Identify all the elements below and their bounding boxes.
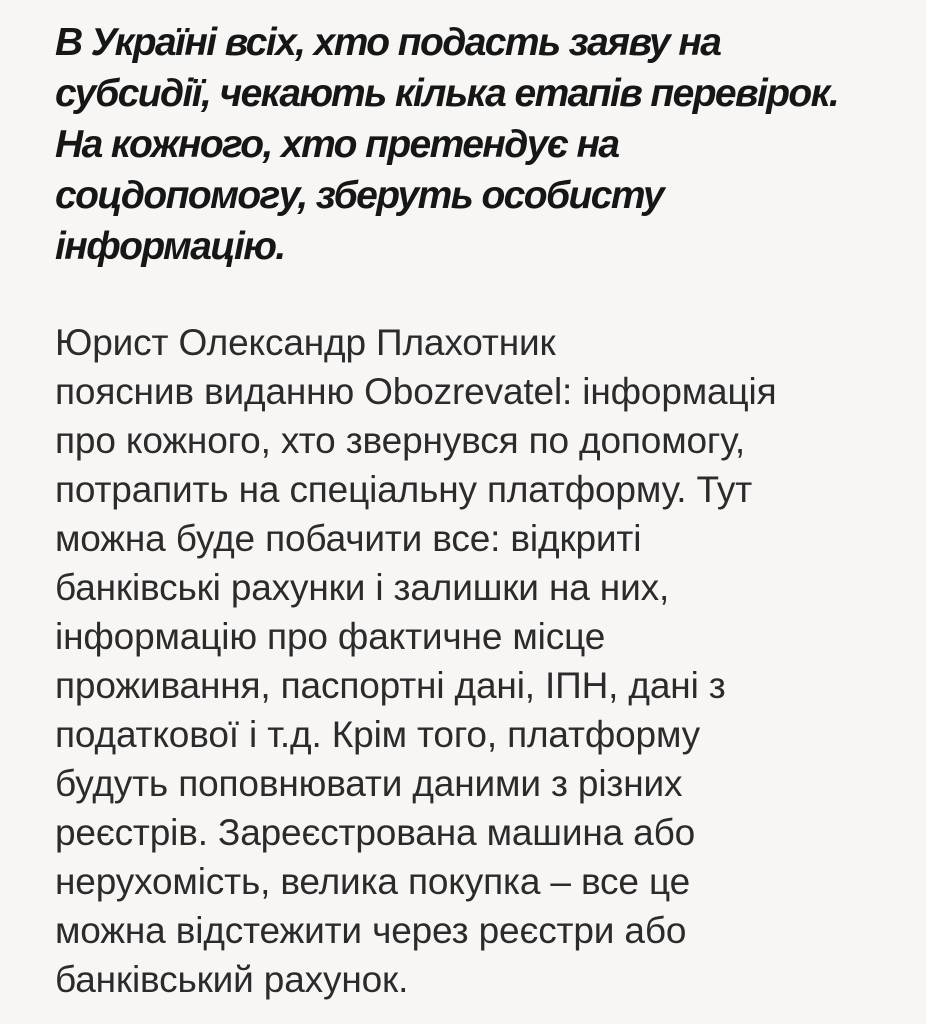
body-line: можна буде побачити все: відкриті (55, 518, 642, 559)
body-line: банківські рахунки і залишки на них, (55, 567, 670, 608)
body-line: проживання, паспортні дані, ІПН, дані з (55, 665, 726, 706)
lead-line: інформацію. (55, 225, 285, 268)
lead-line: На кожного, хто претендує на (55, 123, 619, 166)
body-paragraph (55, 318, 886, 1004)
body-line: Юрист Олександр Плахотник (55, 322, 556, 363)
body-line: пояснив виданню Obozrevatel: інформація (55, 371, 777, 412)
lead-line: соцдопомогу, зберуть особисту (55, 174, 664, 217)
body-line: потрапить на спеціальну платформу. Тут (55, 469, 752, 510)
body-line: нерухомість, велика покупка – все це (55, 861, 691, 902)
lead-paragraph (55, 17, 886, 272)
body-line: податкової і т.д. Крім того, платформу (55, 714, 701, 755)
body-line: реєстрів. Зареєстрована машина або (55, 812, 696, 853)
body-line: банківський рахунок. (55, 959, 409, 1000)
body-line: про кожного, хто звернувся по допомогу, (55, 420, 746, 461)
body-line: можна відстежити через реєстри або (55, 910, 687, 951)
lead-line: субсидії, чекають кілька етапів перевірок. (55, 72, 839, 115)
body-line: будуть поповнювати даними з різних (55, 763, 683, 804)
body-line: інформацію про фактичне місце (55, 616, 606, 657)
lead-line: В Україні всіх, хто подасть заяву на (55, 21, 721, 64)
